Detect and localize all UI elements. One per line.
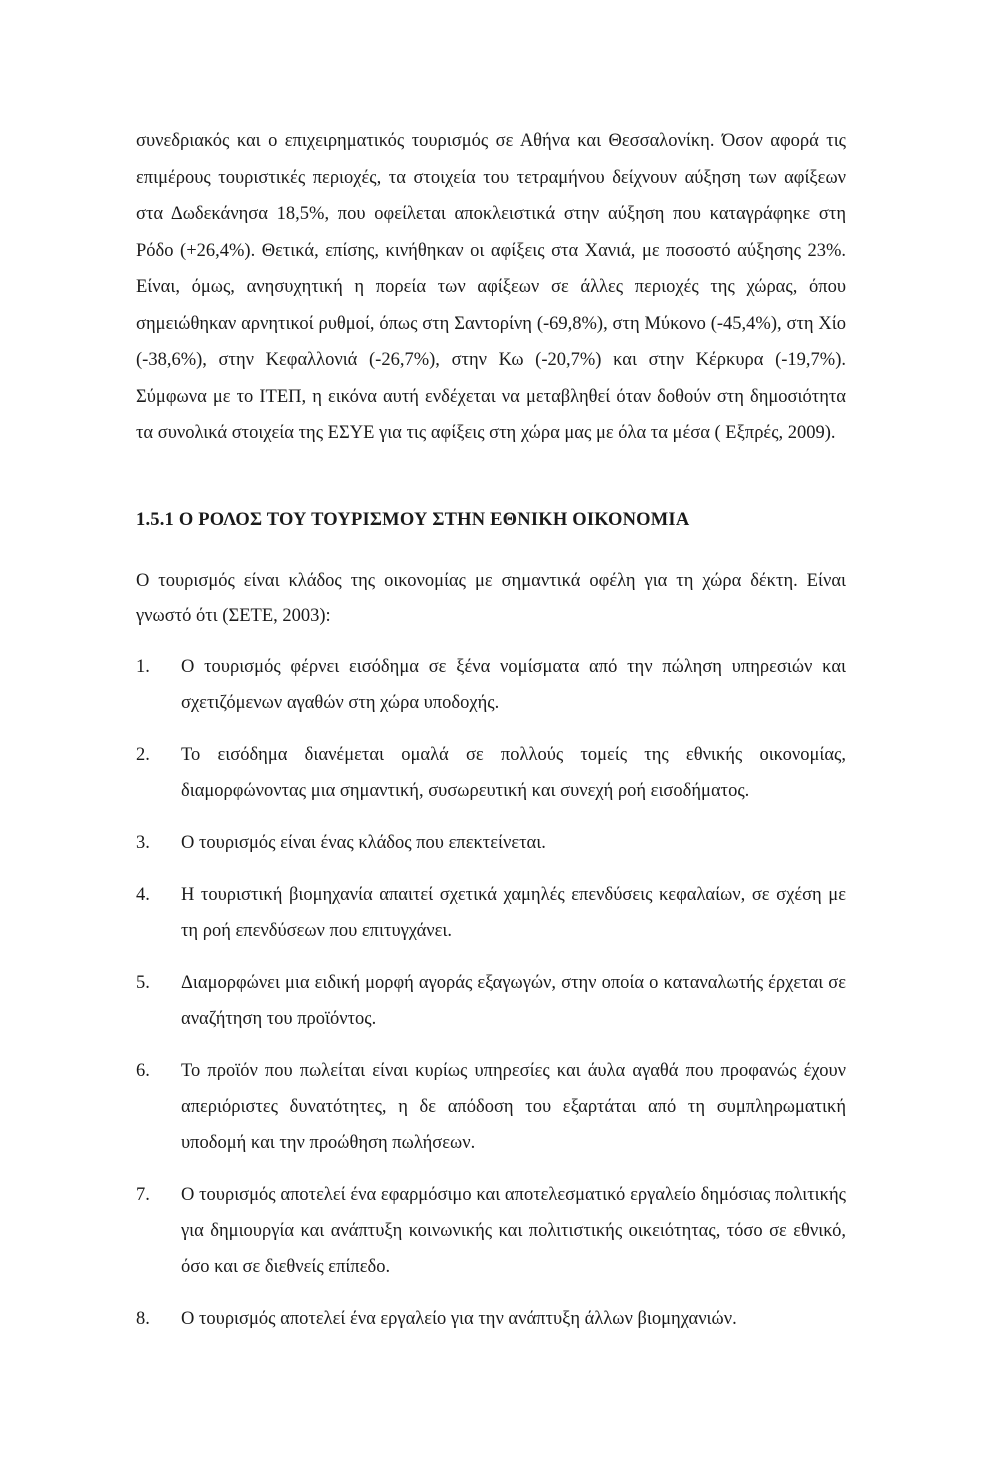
list-item-number: 4.	[136, 884, 150, 905]
list-item	[136, 877, 846, 949]
list-item-number: 5.	[136, 972, 150, 993]
list-item-text: Διαμορφώνει μια ειδική μορφή αγοράς εξαγωγών, στην οποία ο καταναλωτής έρχεται σε αναζήτηση του προϊόντος.	[181, 972, 846, 1029]
list-item-text: Ο τουρισμός είναι ένας κλάδος που επεκτείνεται.	[181, 832, 546, 853]
list-item-number: 8.	[136, 1308, 150, 1329]
list-item-text: Ο τουρισμός φέρνει εισόδημα σε ξένα νομίσματα από την πώληση υπηρεσιών και σχετιζόμενων αγαθών στη χώρα υποδοχής.	[181, 656, 846, 713]
list-item-text: Ο τουρισμός αποτελεί ένα εφαρμόσιμο και αποτελεσματικό εργαλείο δημόσιας πολιτικής για δημιουργία και ανάπτυξη κοινωνικής και πολιτιστικής οικειότητας, τόσο σε εθνικό, όσο και σε διεθνείς επίπεδο.	[181, 1184, 846, 1277]
list-item-number: 6.	[136, 1060, 150, 1081]
list-item-number: 2.	[136, 744, 150, 765]
list-item-text: Το εισόδημα διανέμεται ομαλά σε πολλούς τομείς της εθνικής οικονομίας, διαμορφώνοντας μια σημαντική, συσωρευτική και συνεχή ροή εισοδήματος.	[181, 744, 846, 801]
list-item	[136, 965, 846, 1037]
list-item-number: 1.	[136, 656, 150, 677]
list-item	[136, 1177, 846, 1285]
list-item	[136, 737, 846, 809]
list-item-text: Ο τουρισμός αποτελεί ένα εργαλείο για την ανάπτυξη άλλων βιομηχανιών.	[181, 1308, 737, 1329]
list-item	[136, 825, 846, 861]
benefits-list	[136, 649, 846, 1337]
list-item-number: 7.	[136, 1184, 150, 1205]
list-item-text: Η τουριστική βιομηχανία απαιτεί σχετικά χαμηλές επενδύσεις κεφαλαίων, σε σχέση με τη ροή επενδύσεων που επιτυγχάνει.	[181, 884, 846, 941]
section-intro-paragraph: Ο τουρισμός είναι κλάδος της οικονομίας με σημαντικά οφέλη για τη χώρα δέκτη. Είναι γνωστό ότι (ΣΕΤΕ, 2003):	[136, 570, 846, 626]
list-item-text: Το προϊόν που πωλείται είναι κυρίως υπηρεσίες και άυλα αγαθά που προφανώς έχουν απεριόριστες δυνατότητες, η δε απόδοση του εξαρτάται από τη συμπληρωματική υποδομή και την προώθηση πωλήσεων.	[181, 1060, 846, 1153]
section-heading: 1.5.1 Ο ΡΟΛΟΣ ΤΟΥ ΤΟΥΡΙΣΜΟΥ ΣΤΗΝ ΕΘΝΙΚΗ ΟΙΚΟΝΟΜΙΑ	[136, 509, 690, 530]
body-paragraph: συνεδριακός και ο επιχειρηματικός τουρισμός σε Αθήνα και Θεσσαλονίκη. Όσον αφορά τις επιμέρους τουριστικές περιοχές, τα στοιχεία του τετραμήνου δείχνουν αύξηση των αφίξεων στα Δωδεκάνησα 18,5%, που οφείλεται αποκλειστικά στην αύξηση που καταγράφηκε στη Ρόδο (+26,4%). Θετικά, επίσης, κινήθηκαν οι αφίξεις στα Χανιά, με ποσοστό αύξησης 23%. Είναι, όμως, ανησυχητική η πορεία των αφίξεων σε άλλες περιοχές της χώρας, όπου σημειώθηκαν αρνητικοί ρυθμοί, όπως στη Σαντορίνη (-69,8%), στη Μύκονο (-45,4%), στη Χίο (-38,6%), στην Κεφαλλονιά (-26,7%), στην Κω (-20,7%) και στην Κέρκυρα (-19,7%). Σύμφωνα με το ΙΤΕΠ, η εικόνα αυτή ενδέχεται να μεταβληθεί όταν δοθούν στη δημοσιότητα τα συνολικά στοιχεία της ΕΣΥΕ για τις αφίξεις στη χώρα μας με όλα τα μέσα ( Εξπρές, 2009).	[136, 131, 846, 443]
list-item-number: 3.	[136, 832, 150, 853]
page-content	[136, 123, 846, 1353]
list-item	[136, 1301, 846, 1337]
list-item	[136, 649, 846, 721]
list-item	[136, 1053, 846, 1161]
